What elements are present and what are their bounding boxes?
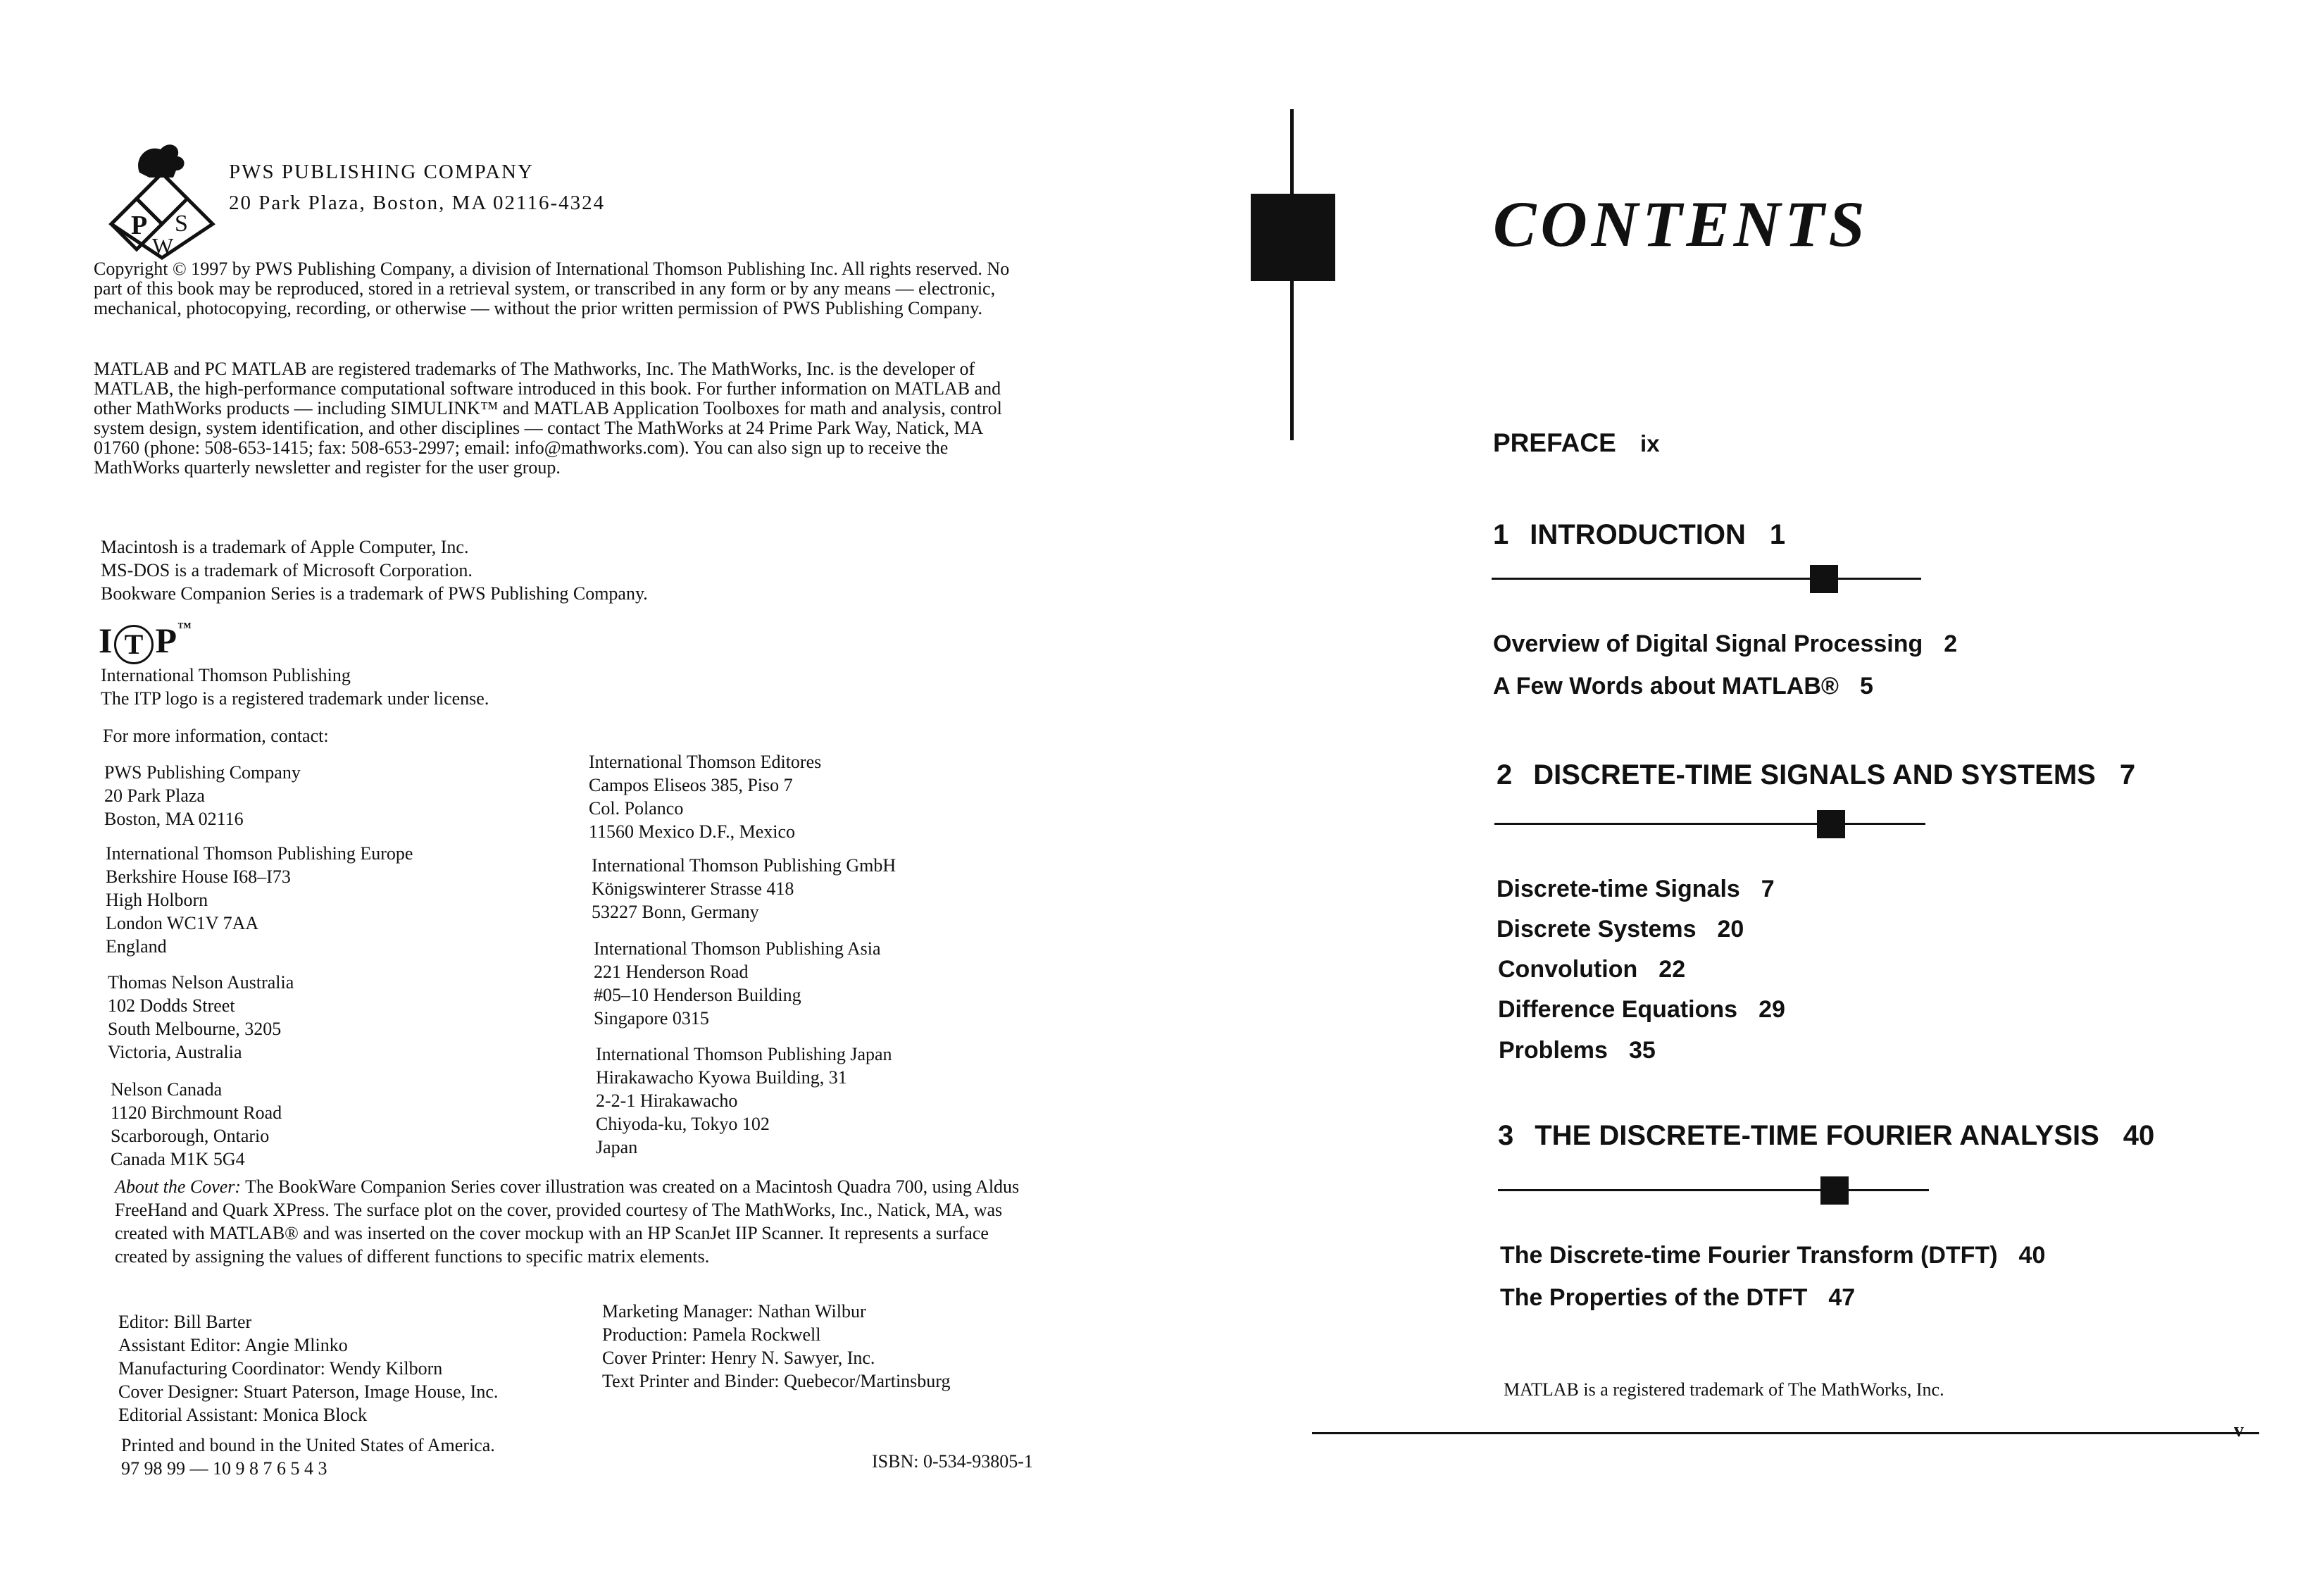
section-title: Convolution — [1498, 956, 1638, 983]
toc-preface-label: PREFACE — [1493, 428, 1616, 457]
toc-section[interactable] — [1493, 673, 1873, 700]
chapter-title: DISCRETE-TIME SIGNALS AND SYSTEMS — [1533, 759, 2096, 790]
copyright-page — [0, 0, 1141, 1585]
contact-line: Hirakawacho Kyowa Building, 31 — [596, 1067, 847, 1088]
contact-block — [104, 761, 301, 831]
credits-left — [118, 1310, 498, 1426]
contact-line: 102 Dodds Street — [108, 995, 235, 1016]
contact-line: International Thomson Editores — [589, 752, 822, 772]
trademark-paragraph — [94, 359, 1023, 478]
chapter-number: 2 — [1497, 759, 1513, 790]
chapter-rule — [1492, 578, 1921, 580]
section-title: The Discrete-time Fourier Transform (DTFT) — [1500, 1242, 1998, 1269]
toc-preface[interactable] — [1493, 428, 1660, 458]
footer-rule — [1312, 1432, 2259, 1434]
contact-line: 20 Park Plaza — [104, 785, 205, 806]
print-numbers: 97 98 99 — 10 9 8 7 6 5 4 3 — [121, 1458, 327, 1479]
contact-block — [108, 971, 294, 1064]
chapter-page: 1 — [1769, 519, 1786, 550]
contact-line: #05–10 Henderson Building — [594, 985, 801, 1005]
trademark-line: MS-DOS is a trademark of Microsoft Corporation. — [101, 560, 473, 580]
copyright-text: Copyright © 1997 by PWS Publishing Company, a division of International Thomson Publishing Inc. All rights reserved. No part of this book may be reproduced, stored in a retrieval system, or transcribed in any form or by any means — electronic, mechanical, photocopying, recording, or otherwise — without the prior written permission of PWS Publishing Company. — [94, 259, 1010, 318]
toc-chapter-3[interactable] — [1498, 1120, 2154, 1152]
contact-line: Singapore 0315 — [594, 1008, 709, 1028]
contact-line: London WC1V 7AA — [106, 913, 259, 933]
section-title: Problems — [1499, 1037, 1608, 1064]
toc-section[interactable] — [1500, 1284, 1855, 1312]
credit-line: Editorial Assistant: Monica Block — [118, 1405, 368, 1425]
contact-line: South Melbourne, 3205 — [108, 1019, 282, 1039]
contact-line: Scarborough, Ontario — [111, 1126, 270, 1146]
contact-line: Canada M1K 5G4 — [111, 1149, 245, 1169]
credit-line: Cover Designer: Stuart Paterson, Image House, Inc. — [118, 1381, 499, 1402]
credits-right — [602, 1300, 950, 1393]
printed-line: Printed and bound in the United States of America. — [121, 1435, 495, 1455]
pws-diamond-icon — [90, 134, 217, 261]
chapter-number: 3 — [1498, 1120, 1514, 1151]
section-page: 35 — [1628, 1037, 1656, 1064]
chapter-number: 1 — [1493, 519, 1509, 550]
contact-line: England — [106, 936, 167, 957]
itp-logo-circle: T — [114, 625, 154, 664]
contact-line: 1120 Birchmount Road — [111, 1102, 282, 1123]
section-page: 22 — [1658, 956, 1686, 983]
toc-section[interactable] — [1497, 876, 1775, 903]
toc-section[interactable] — [1499, 1037, 1656, 1064]
itp-logo-tm: ™ — [177, 620, 193, 635]
chapter-rule — [1494, 823, 1925, 825]
section-page: 40 — [2018, 1242, 2046, 1269]
pws-logo — [90, 134, 217, 261]
credit-line: Manufacturing Coordinator: Wendy Kilborn — [118, 1358, 443, 1379]
toc-section[interactable] — [1500, 1242, 2045, 1269]
chapter-rule-marker — [1810, 565, 1838, 593]
section-page: 5 — [1859, 673, 1873, 700]
section-title: Overview of Digital Signal Processing — [1493, 630, 1923, 657]
contact-line: International Thomson Publishing Japan — [596, 1044, 892, 1064]
chapter-page: 7 — [2119, 759, 2136, 790]
contact-block — [594, 937, 881, 1030]
contact-line: 11560 Mexico D.F., Mexico — [589, 821, 796, 842]
chapter-marker-block — [1251, 194, 1335, 281]
itp-logo-letter: I — [99, 621, 113, 660]
chapter-rule-marker — [1820, 1176, 1849, 1205]
contents-page — [1141, 0, 2324, 1585]
section-title: The Properties of the DTFT — [1500, 1284, 1808, 1311]
itp-info — [101, 664, 489, 710]
credit-line: Assistant Editor: Angie Mlinko — [118, 1335, 348, 1355]
contact-line: Boston, MA 02116 — [104, 809, 244, 829]
contact-line: Campos Eliseos 385, Piso 7 — [589, 775, 793, 795]
copyright-paragraph — [94, 259, 1023, 318]
publisher-address: 20 Park Plaza, Boston, MA 02116-4324 — [229, 192, 606, 214]
contact-line: 2-2-1 Hirakawacho — [596, 1090, 738, 1111]
publisher-name: PWS PUBLISHING COMPANY — [229, 161, 534, 183]
toc-chapter-1[interactable] — [1493, 519, 1785, 551]
contact-line: Nelson Canada — [111, 1079, 223, 1100]
contact-line: High Holborn — [106, 890, 208, 910]
section-title: Difference Equations — [1498, 996, 1738, 1023]
isbn: ISBN: 0-534-93805-1 — [872, 1451, 1033, 1472]
chapter-title: THE DISCRETE-TIME FOURIER ANALYSIS — [1535, 1120, 2099, 1151]
contact-line: 221 Henderson Road — [594, 962, 749, 982]
toc-section[interactable] — [1498, 956, 1685, 983]
section-title: Discrete-time Signals — [1497, 876, 1740, 902]
svg-text:P: P — [131, 211, 148, 240]
contact-line: International Thomson Publishing GmbH — [592, 855, 897, 876]
chapter-rule-marker — [1817, 810, 1845, 838]
itp-logo-letter: P — [155, 621, 178, 660]
contact-block — [111, 1078, 282, 1171]
trademark-line: Bookware Companion Series is a trademark of PWS Publishing Company. — [101, 583, 648, 604]
contact-line: Victoria, Australia — [108, 1042, 242, 1062]
itp-name: International Thomson Publishing — [101, 665, 351, 685]
cover-note-text: The BookWare Companion Series cover illustration was created on a Macintosh Quadra 700, using Aldus FreeHand and Quark XPress. The surface plot on the cover, provided courtesy of The MathWorks, Inc., Natick, MA, was created with MATLAB® and was inserted on the cover mockup with an HP ScanJet IIP Scanner. It represents a surface created by assigning the values of different functions to specific matrix elements. — [115, 1176, 1020, 1267]
section-title: A Few Words about MATLAB® — [1493, 673, 1839, 700]
contact-line: Königswinterer Strasse 418 — [592, 878, 794, 899]
chapter-rule — [1498, 1189, 1929, 1191]
contact-line: International Thomson Publishing Asia — [594, 938, 881, 959]
svg-text:S: S — [175, 211, 188, 237]
contact-line: Berkshire House I68–I73 — [106, 866, 291, 887]
credit-line: Production: Pamela Rockwell — [602, 1324, 821, 1345]
contact-line: 53227 Bonn, Germany — [592, 902, 759, 922]
printed-in — [121, 1434, 495, 1480]
contact-block — [596, 1043, 892, 1159]
chapter-page: 40 — [2123, 1120, 2155, 1151]
section-title: Discrete Systems — [1497, 916, 1697, 943]
contact-line: Japan — [596, 1137, 638, 1157]
credit-line: Marketing Manager: Nathan Wilbur — [602, 1301, 866, 1322]
contact-line: Col. Polanco — [589, 798, 684, 819]
contact-line: Thomas Nelson Australia — [108, 972, 294, 993]
contact-heading: For more information, contact: — [103, 726, 329, 746]
trademark-lines — [101, 535, 648, 605]
chapter-title: INTRODUCTION — [1530, 519, 1746, 550]
itp-logo — [99, 620, 192, 664]
contact-block — [589, 750, 821, 843]
contact-line: International Thomson Publishing Europe — [106, 843, 413, 864]
toc-section[interactable] — [1498, 996, 1785, 1024]
section-page: 29 — [1758, 996, 1785, 1023]
page-folio: v — [2234, 1419, 2244, 1441]
contact-block — [106, 842, 413, 958]
section-page: 47 — [1828, 1284, 1856, 1311]
svg-text:W: W — [152, 233, 174, 259]
trademark-footnote: MATLAB is a registered trademark of The MathWorks, Inc. — [1504, 1379, 1944, 1400]
toc-section[interactable] — [1497, 916, 1744, 943]
contact-line: PWS Publishing Company — [104, 762, 301, 783]
section-page: 2 — [1944, 630, 1958, 657]
section-page: 20 — [1717, 916, 1744, 943]
toc-preface-page: ix — [1640, 430, 1660, 456]
cover-note-lead: About the Cover: — [115, 1176, 242, 1197]
toc-section[interactable] — [1493, 630, 1957, 658]
contact-line: Chiyoda-ku, Tokyo 102 — [596, 1114, 770, 1134]
about-the-cover — [115, 1175, 1044, 1268]
contents-title: CONTENTS — [1493, 188, 1869, 260]
trademark-text: MATLAB and PC MATLAB are registered trademarks of The Mathworks, Inc. The MathWorks, Inc. is the developer of MATLAB, the high-performance computational software introduced in this book. For further information on MATLAB and other MathWorks products — including SIMULINK™ and MATLAB Application Toolboxes for math and analysis, control system design, system identification, and other disciplines — contact The MathWorks at 24 Prime Park Way, Natick, MA 01760 (phone: 508-653-1415; fax: 508-653-2997; email: info@mathworks.com). You can also sign up to receive the MathWorks quarterly newsletter and register for the user group. — [94, 359, 1002, 478]
toc-chapter-2[interactable] — [1497, 759, 2135, 791]
credit-line: Text Printer and Binder: Quebecor/Martinsburg — [602, 1371, 951, 1391]
itp-license-note: The ITP logo is a registered trademark under license. — [101, 688, 489, 709]
section-page: 7 — [1761, 876, 1775, 902]
contact-block — [592, 854, 896, 924]
credit-line: Cover Printer: Henry N. Sawyer, Inc. — [602, 1348, 875, 1368]
trademark-line: Macintosh is a trademark of Apple Computer, Inc. — [101, 537, 469, 557]
credit-line: Editor: Bill Barter — [118, 1312, 252, 1332]
